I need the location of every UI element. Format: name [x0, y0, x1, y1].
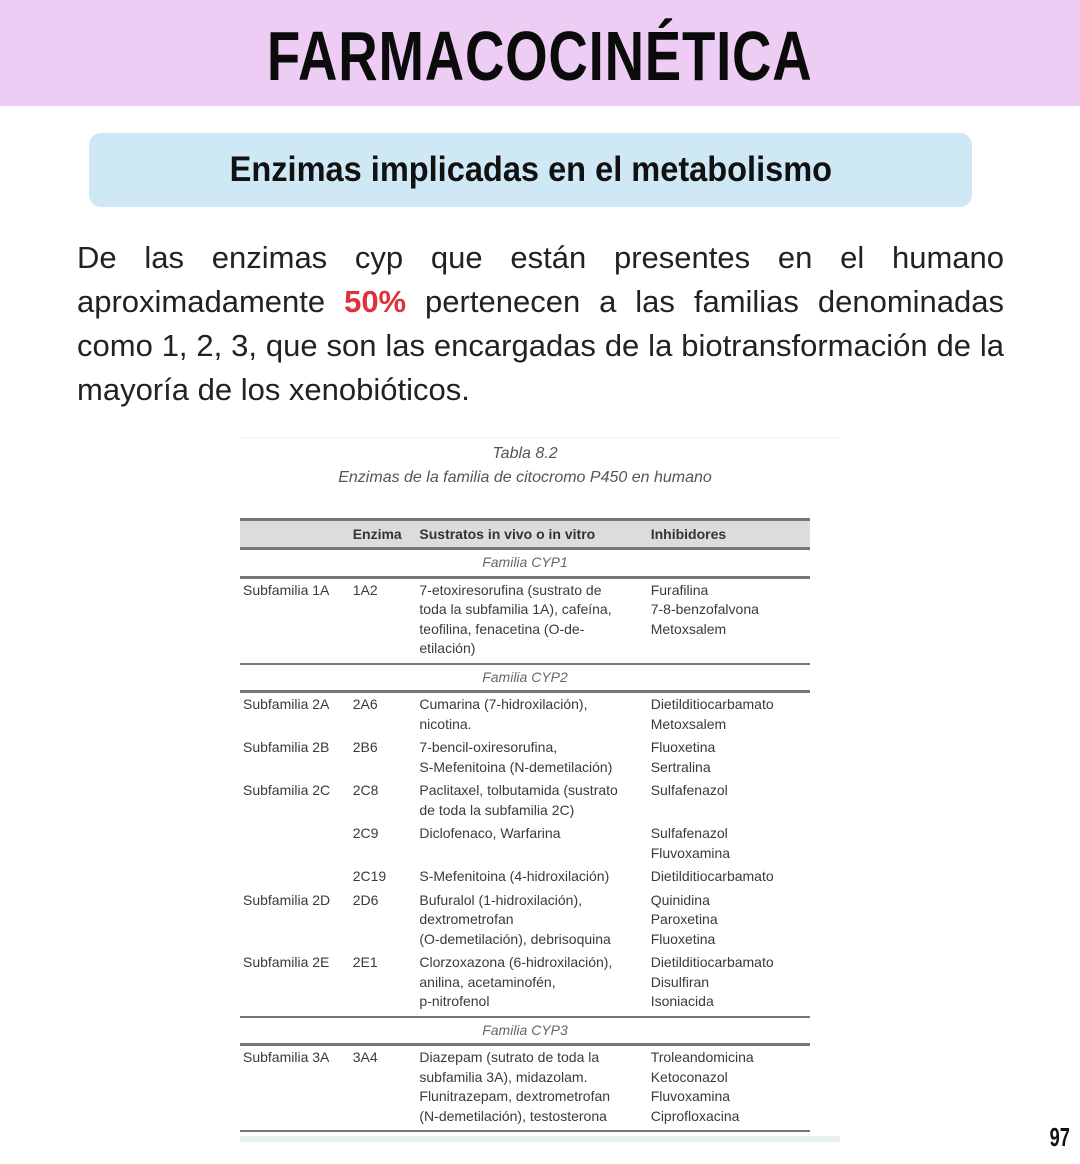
table-row [240, 889, 810, 952]
inhibitors-cell [648, 822, 810, 865]
page-number: 97 [1049, 1122, 1070, 1152]
substrate-line: Cumarina (7-hidroxilación), [419, 696, 588, 712]
subfamily-cell: Subfamilia 2E [240, 951, 350, 1017]
subfamily-cell: Subfamilia 2C [243, 782, 331, 798]
substrate-line: p-nitrofenol [419, 993, 490, 1009]
inhibitor-line: Fluoxetina [650, 739, 716, 755]
substrate-line: Bufuralol (1-hidroxilación), [419, 891, 583, 908]
inhibitor-line: Sulfafenazol [650, 782, 728, 798]
enzyme-cell: 3A4 [350, 1045, 417, 1132]
subfamily-cell: Subfamilia 2A [243, 696, 330, 712]
substrate-line: subfamilia 3A), midazolam. [419, 1068, 588, 1085]
enzyme-cell: 2C8 [352, 782, 379, 798]
inhibitor-line: Fluoxetina [650, 930, 716, 947]
substrates-cell [416, 951, 647, 1017]
substrates-cell [416, 779, 647, 822]
substrate-line: de toda la subfamilia 2C) [419, 801, 575, 818]
table-label: Tabla 8.2 [492, 445, 558, 462]
inhibitor-line: Metoxsalem [650, 715, 727, 732]
substrate-line: Diclofenaco, Warfarina [419, 825, 561, 841]
enzyme-cell: 2D6 [352, 891, 379, 908]
substrates-cell [416, 736, 647, 779]
bottom-strip [240, 1136, 840, 1142]
substrate-line: Clorzoxazona (6-hidroxilación), [419, 954, 613, 970]
header-band [0, 0, 1080, 106]
substrate-line: Flunitrazepam, dextrometrofan [419, 1088, 611, 1104]
table-row [240, 951, 810, 1017]
substrates-cell [416, 1045, 647, 1132]
intro-highlight: 50% [344, 284, 407, 319]
inhibitor-line: Metoxsalem [650, 620, 727, 637]
subfamily-cell: Subfamilia 2B [243, 739, 330, 755]
substrate-line: (O-demetilación), debrisoquina [419, 930, 611, 947]
page-title: FARMACOCINÉTICA [267, 17, 813, 95]
inhibitors-cell [648, 865, 810, 889]
intro-paragraph [77, 236, 1004, 412]
inhibitor-line: Dietilditiocarbamato [650, 696, 774, 712]
table-header-row [240, 520, 810, 549]
substrate-line: S-Mefenitoina (N-demetilación) [419, 758, 613, 775]
inhibitors-cell [648, 951, 810, 1017]
inhibitor-line: Quinidina [650, 891, 710, 908]
inhibitors-cell [648, 577, 810, 664]
substrates-cell [416, 822, 647, 865]
table-title: Enzimas de la familia de citocromo P450 en humano [338, 469, 712, 486]
substrate-line: anilina, acetaminofén, [419, 973, 556, 990]
section-heading-box [89, 133, 972, 207]
family-label: Familia CYP1 [240, 549, 810, 578]
family-row [240, 549, 810, 578]
inhibitor-line: 7-8-benzofalvona [650, 601, 759, 617]
inhibitors-cell [648, 736, 810, 779]
enzyme-cell: 2A6 [352, 696, 378, 712]
substrate-line: etilación) [419, 640, 476, 656]
header-cell-substrates: Sustratos in vivo o in vitro [416, 520, 647, 549]
table-row [240, 577, 810, 664]
table-row [240, 779, 810, 822]
intro-text-before: De las enzimas cyp que están presentes en el humano aproximadamente [77, 240, 1004, 319]
section-heading: Enzimas implicadas en el metabolismo [229, 150, 832, 189]
substrate-line: toda la subfamilia 1A), cafeína, [419, 601, 612, 617]
table-row [240, 1045, 810, 1132]
inhibitor-line: Dietilditiocarbamato [650, 868, 774, 884]
inhibitor-line: Fluvoxamina [650, 844, 731, 861]
substrate-line: nicotina. [419, 715, 472, 732]
table-row [240, 692, 810, 737]
substrate-line: (N-demetilación), testosterona [419, 1107, 607, 1124]
substrates-cell [416, 865, 647, 889]
enzyme-cell: 1A2 [350, 577, 417, 664]
inhibitor-line: Isoniacida [650, 993, 714, 1009]
inhibitors-cell [648, 692, 810, 737]
intro-text-after: pertenecen a las familias denominadas como 1, 2, 3, que son las encargadas de la biotransformación de la mayoría de los xenobióticos. [77, 284, 1004, 407]
inhibitor-line: Troleandomicina [650, 1049, 754, 1065]
substrates-cell [416, 692, 647, 737]
subfamily-cell [240, 865, 350, 889]
substrate-line: S-Mefenitoina (4-hidroxilación) [419, 868, 610, 884]
subfamily-cell [240, 822, 350, 865]
family-row [240, 664, 810, 692]
enzyme-cell: 2B6 [352, 739, 378, 755]
inhibitors-cell [648, 1045, 810, 1132]
enzyme-cell: 2E1 [350, 951, 417, 1017]
inhibitor-line: Fluvoxamina [650, 1088, 731, 1104]
inhibitor-line: Ciprofloxacina [650, 1107, 740, 1124]
subfamily-cell: Subfamilia 2D [243, 891, 331, 908]
substrate-line: 7-bencil-oxiresorufina, [419, 739, 558, 755]
substrate-line: dextrometrofan [419, 911, 514, 927]
enzyme-cell: 2C9 [352, 825, 379, 841]
table-row [240, 822, 810, 865]
substrate-line: Diazepam (sutrato de toda la [419, 1049, 600, 1065]
substrates-cell [416, 577, 647, 664]
table-caption [240, 442, 840, 490]
substrate-line: teofilina, fenacetina (O-de- [419, 620, 585, 637]
family-row [240, 1017, 810, 1045]
inhibitors-cell [648, 889, 810, 952]
table-row [240, 736, 810, 779]
cyp-table [240, 518, 810, 1132]
inhibitor-line: Dietilditiocarbamato [650, 954, 774, 970]
inhibitor-line: Furafilina [650, 581, 709, 598]
substrate-line: Paclitaxel, tolbutamida (sustrato [419, 782, 618, 798]
substrates-cell [416, 889, 647, 952]
inhibitors-cell [648, 779, 810, 822]
substrate-line: 7-etoxiresorufina (sustrato de [419, 581, 602, 598]
family-label: Familia CYP3 [240, 1017, 810, 1045]
header-cell-inhibitors: Inhibidores [648, 520, 810, 549]
family-label: Familia CYP2 [240, 664, 810, 692]
inhibitor-line: Sertralina [650, 758, 711, 775]
table-image [240, 437, 840, 1144]
header-cell-subfamily [240, 520, 350, 549]
inhibitor-line: Paroxetina [650, 911, 718, 927]
table-row [240, 865, 810, 889]
inhibitor-line: Ketoconazol [650, 1068, 728, 1085]
header-cell-enzyme: Enzima [350, 520, 417, 549]
subfamily-cell: Subfamilia 1A [240, 577, 350, 664]
subfamily-cell: Subfamilia 3A [240, 1045, 350, 1132]
enzyme-cell: 2C19 [352, 868, 387, 884]
inhibitor-line: Disulfiran [650, 973, 710, 990]
inhibitor-line: Sulfafenazol [650, 825, 728, 841]
